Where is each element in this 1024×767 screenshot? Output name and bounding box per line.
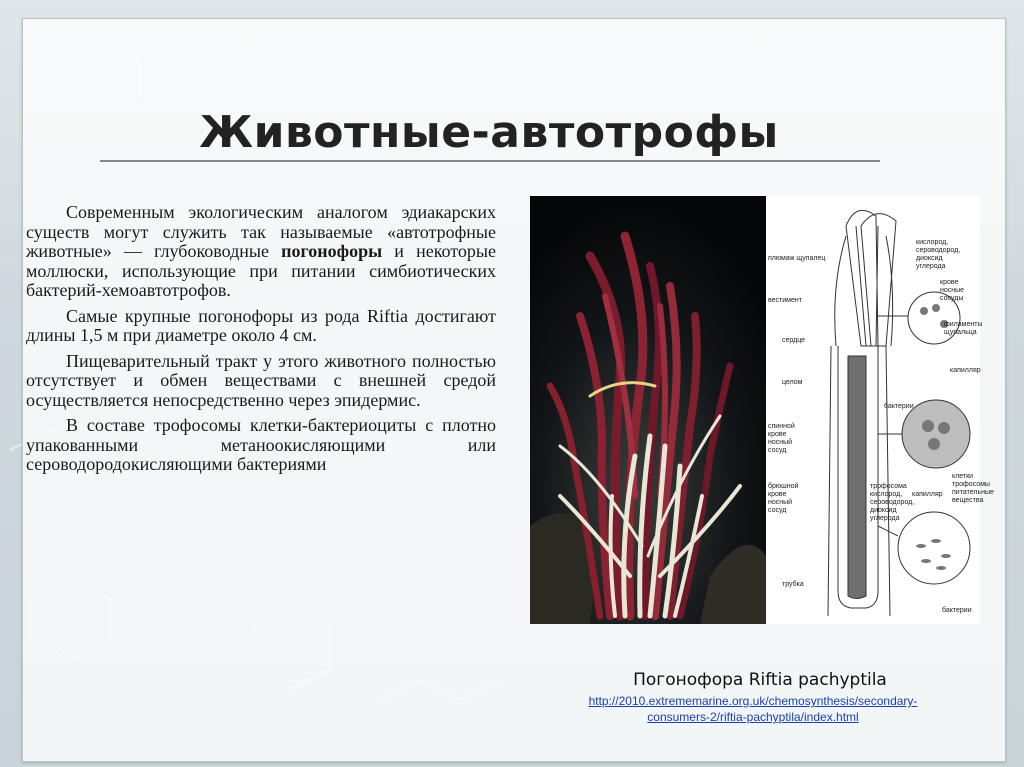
label-dorsal-2: крове — [768, 431, 787, 438]
label-vestiment: вестимент — [768, 297, 802, 304]
label-dorsal-1: спинной — [768, 423, 795, 430]
paragraph-4: В составе трофосомы клетки-бактериоциты с плотно упакованными метаноокисляющими или сероводородокисляющими бактериями — [26, 415, 496, 474]
slide-title: Животные-автотрофы — [199, 107, 779, 158]
label-nutrients-2: вещества — [952, 497, 984, 504]
label-blood-vessels-3: сосуды — [940, 295, 964, 302]
label-heart: сердце — [782, 337, 806, 344]
paragraph-3: Пищеварительный тракт у этого животного полностью отсутствует и обмен веществами с внешней средой осуществляется непосредственно через эпидермис. — [26, 350, 496, 410]
paragraph-1: Современным экологическим аналогом эдиакарских существ могут служить так называемые «автотрофные животные» — глубоководные погонофоры и некоторые моллюски, использующие при питании симбиотических бактерий-хемоавтотрофов. — [26, 202, 496, 300]
label-capillary-2: капилляр — [912, 491, 943, 498]
label-bacteria: бактерии — [884, 403, 914, 410]
source-link-line-1: http://2010.extrememarine.org.uk/chemosynthesis/secondary- — [588, 694, 918, 708]
label-nutrients-1: питательные — [952, 489, 994, 496]
riftia-anatomy-diagram — [766, 196, 994, 624]
label-carbon: углерода — [916, 263, 946, 270]
label-ventral-1: брюшной — [768, 483, 799, 490]
label-ventral-3: носный — [768, 499, 793, 506]
label-filaments-1: филаменты — [944, 321, 983, 328]
riftia-photo — [530, 196, 766, 624]
label-dorsal-4: сосуд — [768, 447, 787, 454]
title-divider — [100, 160, 880, 162]
label-capillary: капилляр — [950, 367, 981, 374]
label-co2-2: диоксид — [870, 507, 897, 514]
label-co2: диоксид — [916, 255, 943, 262]
label-cells-2: трофосомы — [952, 481, 990, 488]
label-coelom: целом — [782, 379, 803, 386]
label-carbon-2: углерода — [870, 515, 900, 522]
label-blood-vessels-2: носные — [940, 287, 965, 294]
label-filaments-2: щупальца — [944, 329, 977, 336]
label-h2s: сероводород, — [916, 247, 961, 254]
paragraph-2: Самые крупные погонофоры из рода Riftia достигают длины 1,5 м при диаметре около 4 см. — [26, 305, 496, 345]
label-h2s-2: сероводород, — [870, 499, 915, 506]
source-link-line-2: consumers-2/riftia-pachyptila/index.html — [647, 710, 859, 724]
label-dorsal-3: носный — [768, 439, 793, 446]
label-blood-vessels-1: крове — [940, 279, 959, 286]
label-tube: трубка — [782, 581, 804, 588]
label-cells-1: клетки — [952, 473, 974, 480]
label-bacteria-2: бактерии — [942, 607, 972, 614]
source-link[interactable] — [553, 693, 953, 725]
label-ventral-2: крове — [768, 491, 787, 498]
figure-caption: Погонофора Riftia pachyptila — [633, 670, 887, 690]
label-plume: плюмаж щупалец — [768, 255, 826, 262]
label-oxygen: кислород, — [916, 239, 949, 246]
label-ventral-4: сосуд — [768, 507, 787, 514]
label-oxygen-2: кислород, — [870, 491, 903, 498]
label-trophosome: трофосома — [870, 483, 907, 490]
body-text — [26, 203, 496, 481]
